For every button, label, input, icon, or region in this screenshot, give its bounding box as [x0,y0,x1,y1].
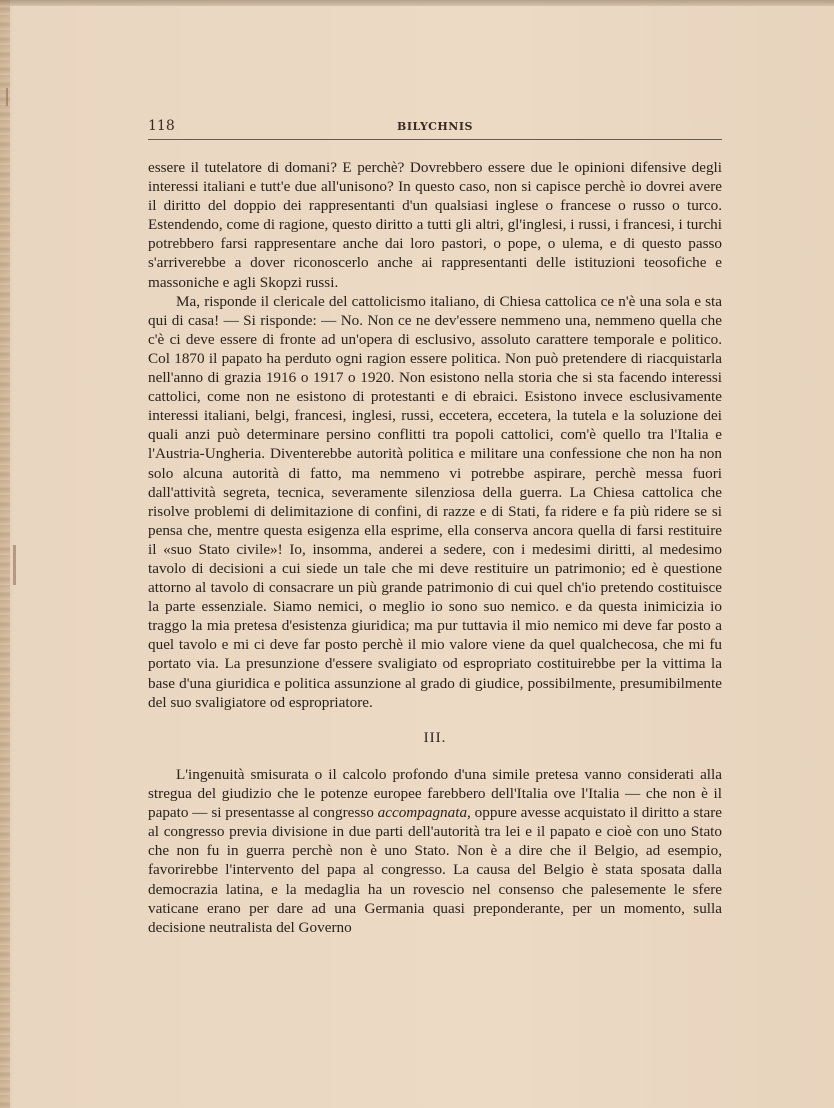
paragraph-text: , oppure avesse acquistato il diritto a stare al congresso previa divisione in due parti dell'autorità tra lei e il papato e cioè con uno Stato che non fu in guerra perchè non è uno Stato. Non è a dire che il Belgio, ad esempio, favorirebbe l'intervento del papa al congresso. La causa del Belgio è stata sposata dalla democrazia latina, e la medaglia ha un rovescio nel consenso che palesemente le sfere vaticane erano per dare ad una Germania quasi preponderante, per un momento, sulla decisione neutralista del Governo [148,804,722,936]
margin-mark [13,545,16,585]
paragraph [148,765,722,937]
page-edge-top [0,0,834,6]
running-title: BILYCHNIS [397,120,473,133]
body-text-part1 [148,158,722,712]
paragraph: Ma, risponde il clericale del cattolicismo italiano, di Chiesa cattolica ce n'è una sola e sta qui di casa! — Si risponde: — No. Non ce ne dev'essere nemmeno una, nemmeno quella che c'è ci deve essere di fronte ad un'opera di esclusivo, assoluto carattere temporale e politico. Col 1870 il papato ha perduto ogni ragion essere politica. Non può pretendere di riacquistarla nell'anno di grazia 1916 o 1917 o 1920. Non esistono nella storia che si sta facendo interessi cattolici, come non ne esistono di protestanti e di ebraici. Esistono invece esclusivamente interessi italiani, belgi, francesi, inglesi, russi, eccetera, eccetera, la tutela e la soluzione dei quali anzi può determinare persino conflitti tra popoli cattolici, com'è quello tra l'Italia e l'Austria-Ungheria. Diventerebbe autorità politica e militare una confessione che non ha non solo alcuna autorità di fatto, ma nemmeno vi potrebbe aspirare, perchè messa fuori dall'attività segreta, tecnica, severamente silenziosa della guerra. La Chiesa cattolica che risolve problemi di delimitazione di confini, di razze e di Stati, fa ridere e fa più ridere se si pensa che, mentre questa esigenza ella esprime, ella conserva ancora quella di farsi restituire il «suo Stato civile»! Io, insomma, anderei a sedere, con i medesimi diritti, al medesimo tavolo di decisioni a cui siede un tale che mi deve restituire un patrimonio; ed è questione attorno al tavolo di consacrare un più grande patrimonio di cui quel ch'io pretendo costituisce la parte essenziale. Siamo nemici, o meglio io sono suo nemico. e da questa inimicizia io traggo la mia pretesa d'esistenza giuridica; ma pur tuttavia il mio nemico mi deve far posto a quel tavolo e mi ci deve far posto perchè il mio valore viene da quel qualchecosa, che mi fu portato via. La presunzione d'essere svaligiato od espropriato costituirebbe per la vittima la base d'una giuridica e politica assunzione al grado di giudice, possibilmente, presumibilmente del suo svaligiatore od espropriatore. [148,292,722,711]
page-edge-left [0,0,10,1108]
page-header [148,118,722,140]
margin-mark [6,88,8,106]
header-rule [148,139,722,140]
paragraph-text: L'ingenuità smisurata o il calcolo profondo d'una simile pretesa vanno considerati alla stregua del giudizio che le potenze europee farebbero dell'Italia ove l'Italia — che non è il papato — si presentasse al congresso [148,766,722,822]
section-heading: III. [423,730,447,746]
body-text-part2 [148,765,722,937]
italic-word: accompagnata [377,804,468,822]
page-number: 118 [148,118,175,134]
paragraph-continued: essere il tutelatore di domani? E perchè? Dovrebbero essere due le opinioni difensive degli interessi italiani e tutt'e due all'unisono? In questo caso, non si capisce perchè io dovrei avere il diritto del doppio dei rappresentanti d'un qualsiasi inglese o francese o russo o turco. Estendendo, come di ragione, questo diritto a tutti gli altri, gl'inglesi, i russi, i francesi, i turchi potrebbero farsi rappresentare anche dai loro pastori, o pope, o ulema, e di questo passo s'arriverebbe a dover riconoscerlo anche ai rappresentanti delle istituzioni teosofiche e massoniche e agli Skopzi russi. [148,159,722,291]
